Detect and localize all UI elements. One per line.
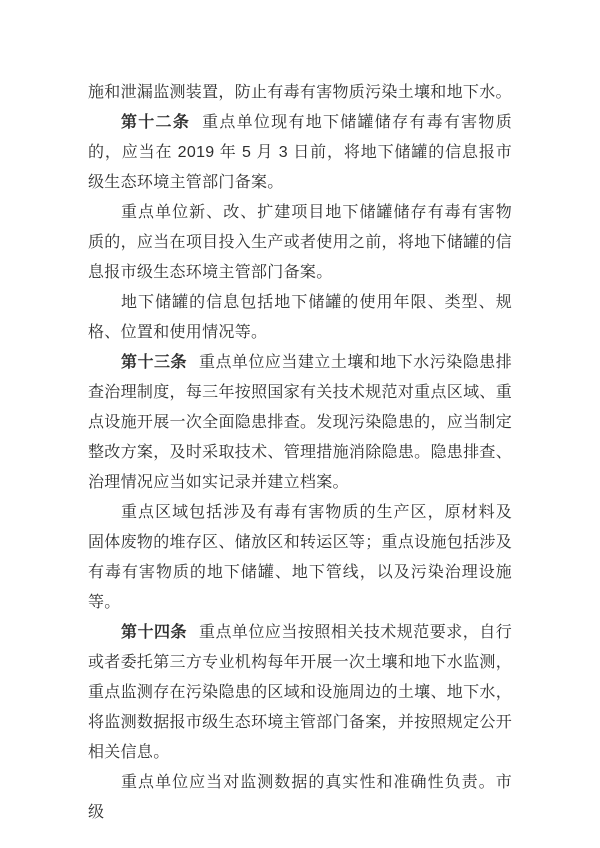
article-number-14: 第十四条 bbox=[121, 624, 187, 641]
paragraph-text: 重点单位新、改、扩建项目地下储罐储存有毒有害物质的，应当在项目投入生产或者使用之前，将地下储罐的信息报市级生态环境主管部门备案。 bbox=[88, 204, 512, 281]
paragraph-text: 重点区域包括涉及有毒有害物质的生产区，原材料及固体废物的堆存区、储放区和转运区等；重点设施包括涉及有毒有害物质的地下储罐、地下管线，以及污染治理设施等。 bbox=[88, 504, 512, 611]
paragraph-text: 重点单位应当按照相关技术规范要求，自行或者委托第三方专业机构每年开展一次土壤和地下水监测，重点监测存在污染隐患的区域和设施周边的土壤、地下水，将监测数据报市级生态环境主管部门备案，并按照规定公开相关信息。 bbox=[88, 624, 513, 761]
article-number-13: 第十三条 bbox=[121, 354, 187, 371]
paragraph-text: 地下储罐的信息包括地下储罐的使用年限、类型、规格、位置和使用情况等。 bbox=[88, 294, 512, 341]
paragraph-text: 重点单位应当建立土壤和地下水污染隐患排查治理制度，每三年按照国家有关技术规范对重点区域、重点设施开展一次全面隐患排查。发现污染隐患的，应当制定整改方案，及时采取技术、管理措施消除隐患。隐患排查、治理情况应当如实记录并建立档案。 bbox=[88, 354, 513, 491]
paragraph-text: 重点单位现有地下储罐储存有毒有害物质的，应当在 2019 年 5 月 3 日前，将地下储罐的信息报市级生态环境主管部门备案。 bbox=[88, 114, 513, 191]
paragraph-text: 施和泄漏监测装置，防止有毒有害物质污染土壤和地下水。 bbox=[88, 84, 512, 101]
paragraph-text: 重点单位应当对监测数据的真实性和准确性负责。市级 bbox=[88, 774, 512, 821]
paragraph-article-13-clause-2 bbox=[88, 498, 512, 618]
paragraph-article-14 bbox=[88, 618, 512, 768]
paragraph-article-12 bbox=[88, 108, 512, 198]
paragraph-article-14-clause-2 bbox=[88, 768, 512, 828]
paragraph-article-12-clause-3 bbox=[88, 288, 512, 348]
paragraph-article-13 bbox=[88, 348, 512, 498]
document-body bbox=[88, 78, 512, 828]
paragraph-continuation bbox=[88, 78, 512, 108]
article-number-12: 第十二条 bbox=[121, 114, 191, 131]
paragraph-article-12-clause-2 bbox=[88, 198, 512, 288]
